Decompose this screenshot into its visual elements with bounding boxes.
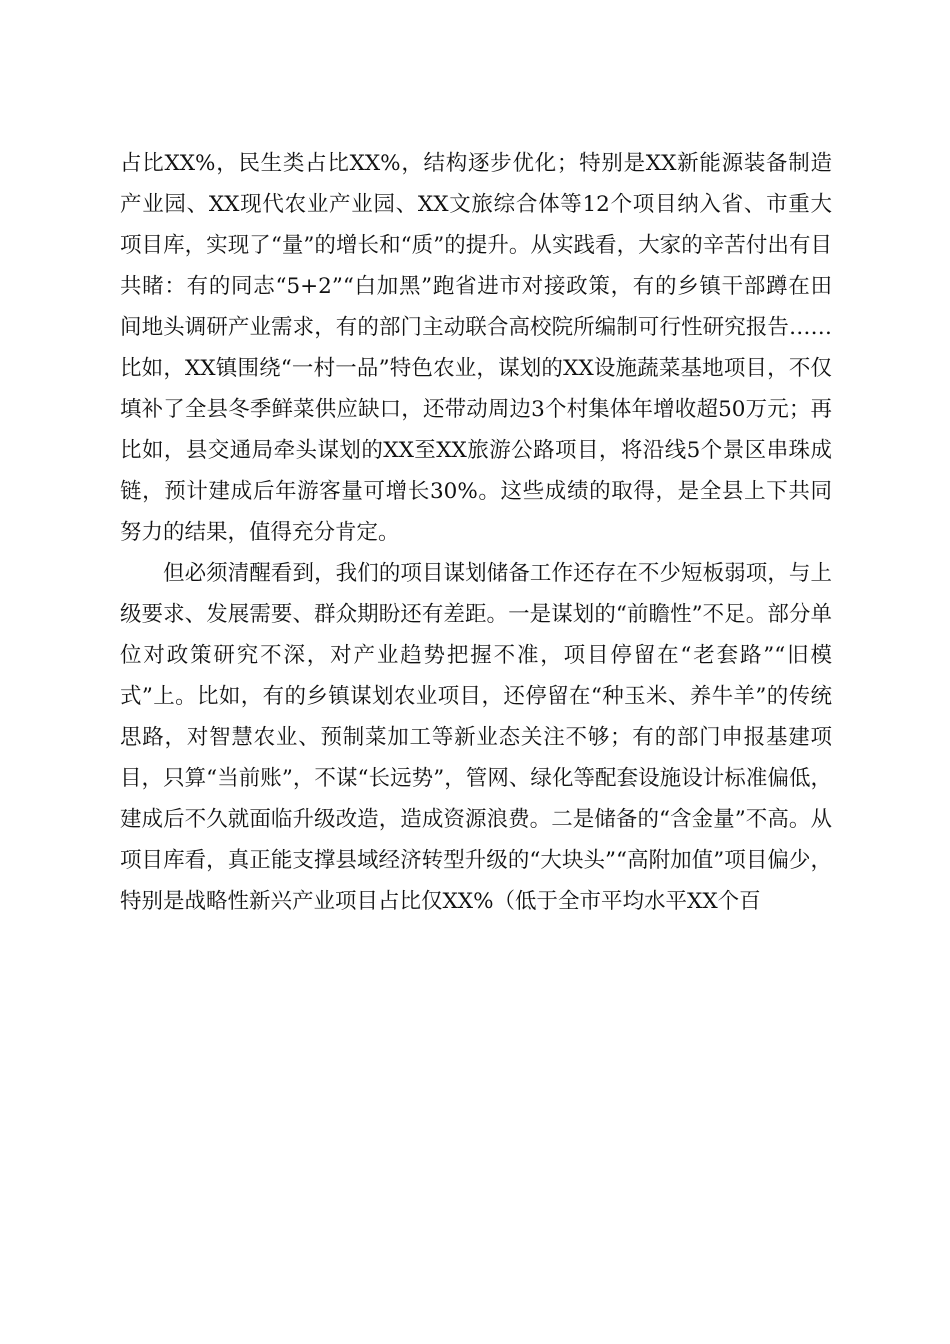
paragraph-2: 但必须清醒看到，我们的项目谋划储备工作还存在不少短板弱项，与上级要求、发展需要、群众期盼还有差距。一是谋划的“前瞻性”不足。部分单位对政策研究不深，对产业趋势把握不准，项目停留在“老套路”“旧模式”上。比如，有的乡镇谋划农业项目，还停留在“种玉米、养牛羊”的传统思路，对智慧农业、预制菜加工等新业态关注不够；有的部门申报基建项目，只算“当前账”，不谋“长远势”，管网、绿化等配套设施设计标准偏低，建成后不久就面临升级改造，造成资源浪费。二是储备的“含金量”不高。从项目库看，真正能支撑县域经济转型升级的“大块头”“高附加值”项目偏少，特别是战略性新兴产业项目占比仅XX%（低于全市平均水平XX个百 [120, 561, 832, 914]
paragraph-1: 占比XX%，民生类占比XX%，结构逐步优化；特别是XX新能源装备制造产业园、XX现代农业产业园、XX文旅综合体等12个项目纳入省、市重大项目库，实现了“量”的增长和“质”的提升。从实践看，大家的辛苦付出有目共睹：有的同志“5+2”“白加黑”跑省进市对接政策，有的乡镇干部蹲在田间地头调研产业需求，有的部门主动联合高校院所编制可行性研究报告……比如，XX镇围绕“一村一品”特色农业，谋划的XX设施蔬菜基地项目，不仅填补了全县冬季鲜菜供应缺口，还带动周边3个村集体年增收超50万元；再比如，县交通局牵头谋划的XX至XX旅游公路项目，将沿线5个景区串珠成链，预计建成后年游客量可增长30%。这些成绩的取得，是全县上下共同努力的结果，值得充分肯定。 [120, 151, 832, 545]
document-body [120, 143, 832, 922]
